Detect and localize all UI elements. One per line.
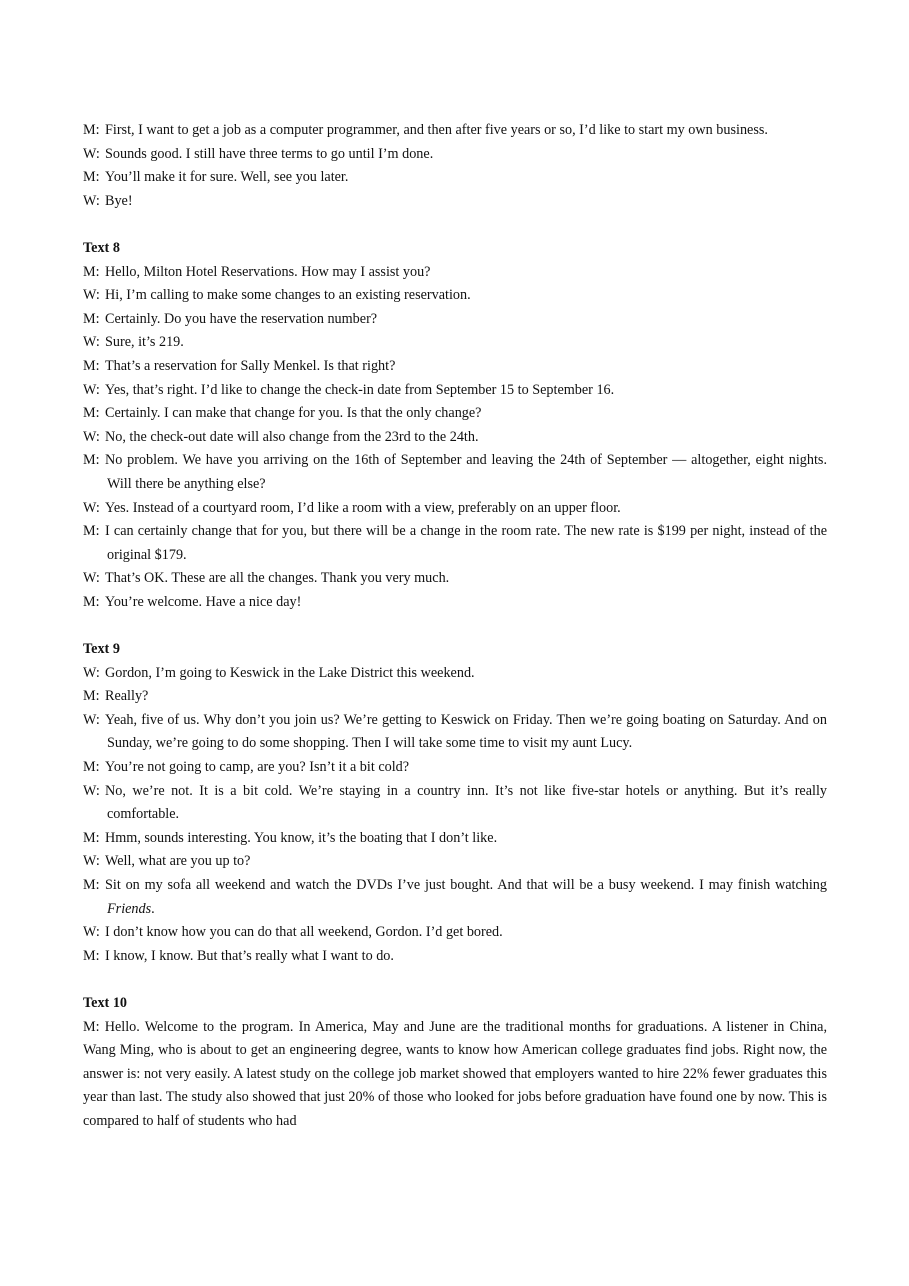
dialogue-line [83,591,827,615]
dialogue-line [83,921,827,945]
dialogue-line [83,449,827,496]
dialogue-line [83,426,827,450]
speaker-label: M: [83,523,100,540]
dialogue-line [83,520,827,567]
dialogue-text: Well, what are you up to? [105,853,251,870]
dialogue-text: Bye! [105,192,133,209]
speaker-label: W: [83,711,100,728]
speaker-label: M: [83,452,100,469]
dialogue-line [83,685,827,709]
dialogue-text: Really? [105,688,149,705]
dialogue-line [83,379,827,403]
speaker-label: M: [83,357,100,374]
speaker-label: M: [83,310,100,327]
dialogue-text: You’re not going to camp, are you? Isn’t it a bit cold? [105,759,410,776]
speaker-label: M: [83,122,100,138]
dialogue-line [83,355,827,379]
dialogue-line [83,567,827,591]
section-heading: Text 8 [83,239,120,256]
speaker-label: W: [83,334,100,351]
speaker-label: M: [83,593,100,610]
dialogue-text: Hi, I’m calling to make some changes to an existing reservation. [105,287,471,304]
speaker-label: M: [83,169,100,186]
dialogue-text: That’s OK. These are all the changes. Thank you very much. [105,570,450,587]
speaker-label: W: [83,924,100,941]
section-gap [83,213,827,237]
dialogue-text: I know, I know. But that’s really what I want to do. [105,947,394,964]
dialogue-line [83,261,827,285]
dialogue-text: Sure, it’s 219. [105,334,184,351]
dialogue-line [83,308,827,332]
dialogue-text: I don’t know how you can do that all weekend, Gordon. I’d get bored. [105,924,503,941]
dialogue-text: First, I want to get a job as a computer programmer, and then after five years or so, I’d like to start my own business. [105,122,768,138]
dialogue-text: Certainly. Do you have the reservation number? [105,310,378,327]
speaker-label: M: [83,405,100,422]
speaker-label: M: [83,877,100,893]
dialogue-text: You’re welcome. Have a nice day! [105,593,302,610]
dialogue-text: No problem. We have you arriving on the 16th of September and leaving the 24th of September — altogether, eight nights. Will there be anything else? [105,452,827,492]
dialogue-text: Hello, Milton Hotel Reservations. How may I assist you? [105,263,431,280]
speaker-label: M: [83,688,100,705]
speaker-label: W: [83,664,100,681]
dialogue-line [83,827,827,851]
dialogue-line [83,874,827,921]
dialogue-line [83,166,827,190]
speaker-label: W: [83,428,100,445]
dialogue-text: Gordon, I’m going to Keswick in the Lake District this weekend. [105,664,475,681]
dialogue-text: That’s a reservation for Sally Menkel. Is that right? [105,357,396,374]
speaker-label: W: [83,381,100,398]
dialogue-line [83,945,827,969]
speaker-label: W: [83,192,100,209]
dialogue-line [83,284,827,308]
speaker-label: W: [83,145,100,162]
dialogue-text: Hmm, sounds interesting. You know, it’s the boating that I don’t like. [105,829,498,846]
dialogue-text: Certainly. I can make that change for you. Is that the only change? [105,405,482,422]
dialogue-line [83,331,827,355]
dialogue-line [83,780,827,827]
dialogue-text: Sounds good. I still have three terms to go until I’m done. [105,145,434,162]
speaker-label: W: [83,853,100,870]
dialogue-line [83,119,827,143]
section-gap [83,614,827,638]
dialogue-line [83,402,827,426]
dialogue-line [83,143,827,167]
dialogue-text: Sit on my sofa all weekend and watch the DVDs I’ve just bought. And that will be a busy weekend. I may finish watching [105,877,827,893]
dialogue-text: Yeah, five of us. Why don’t you join us? We’re getting to Keswick on Friday. Then we’re going boating on Saturday. And on Sunday, we’re going to do some shopping. Then I will take some time to visit my aunt Lucy. [105,711,827,752]
dialogue-text: No, we’re not. It is a bit cold. We’re staying in a country inn. It’s not like five-star hotels or anything. But it’s really comfortable. [105,782,827,823]
dialogue-line [83,497,827,521]
dialogue-line [83,850,827,874]
dialogue-text: You’ll make it for sure. Well, see you later. [105,169,349,186]
speaker-label: M: [83,263,100,280]
document-page [83,119,827,1134]
dialogue-text-end: . [151,900,155,917]
speaker-label: W: [83,499,100,516]
dialogue-line [83,756,827,780]
speaker-label: M: [83,947,100,964]
dialogue-line [83,709,827,756]
speaker-label: W: [83,287,100,304]
section-gap [83,968,827,992]
dialogue-text: No, the check-out date will also change from the 23rd to the 24th. [105,428,479,445]
speaker-label: W: [83,570,100,587]
dialogue-text: Yes. Instead of a courtyard room, I’d like a room with a view, preferably on an upper floor. [105,499,621,516]
speaker-label: M: [83,829,100,846]
dialogue-line [83,662,827,686]
speaker-label: M: [83,759,100,776]
monologue-paragraph: M: Hello. Welcome to the program. In America, May and June are the traditional months for graduations. A listener in China, Wang Ming, who is about to get an engineering degree, wants to know how American college graduates find jobs. Right now, the answer is: not very easily. A latest study on the college job market showed that employers wanted to hire 22% fewer graduates this year than last. The study also showed that just 20% of those who looked for jobs before graduation have found one by now. This is compared to half of students who had [83,1018,827,1129]
dialogue-text: Yes, that’s right. I’d like to change the check-in date from September 15 to September 16. [105,381,615,398]
section-heading: Text 9 [83,641,120,658]
dialogue-line [83,190,827,214]
section-heading: Text 10 [83,994,128,1011]
speaker-label: W: [83,782,100,799]
italic-title: Friends [107,900,152,917]
dialogue-text: I can certainly change that for you, but there will be a change in the room rate. The new rate is $199 per night, instead of the original $179. [105,523,827,563]
